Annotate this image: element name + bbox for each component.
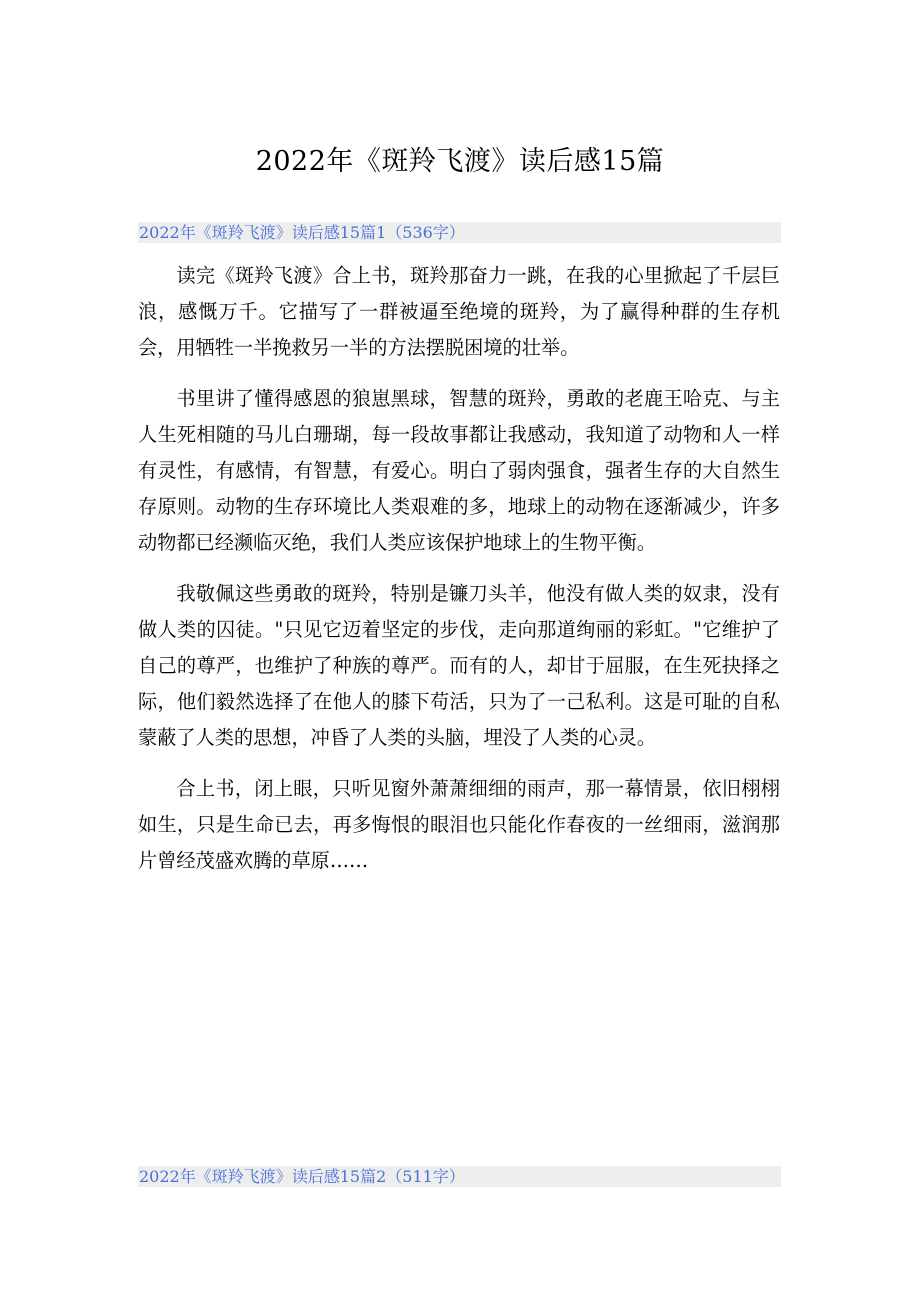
paragraph-2: 书里讲了懂得感恩的狼崽黑球，智慧的斑羚，勇敢的老鹿王哈克、与主人生死相随的马儿白珊瑚，每一段故事都让我感动，我知道了动物和人一样有灵性，有感情，有智慧，有爱心。明白了弱肉强食，强者生存的大自然生存原则。动物的生存环境比人类艰难的多，地球上的动物在逐渐减少，许多动物都已经濒临灭绝，我们人类应该保护地球上的生物平衡。 [138,387,780,554]
section-heading-2: 2022年《斑羚飞渡》读后感15篇2（511字） [138,1166,781,1187]
section-1-body [138,258,780,894]
section-heading-1: 2022年《斑羚飞渡》读后感15篇1（536字） [138,222,781,243]
paragraph-4: 合上书，闭上眼，只听见窗外萧萧细细的雨声，那一幕情景，依旧栩栩如生，只是生命已去，再多悔恨的眼泪也只能化作春夜的一丝细雨，滋润那片曾经茂盛欢腾的草原…… [138,777,780,872]
document-title: 2022年《斑羚飞渡》读后感15篇 [255,146,665,177]
paragraph-3: 我敬佩这些勇敢的斑羚，特别是镰刀头羊，他没有做人类的奴隶，没有做人类的囚徒。"只见它迈着坚定的步伐，走向那道绚丽的彩虹。"它维护了自己的尊严，也维护了种族的尊严。而有的人，却甘于屈服，在生死抉择之际，他们毅然选择了在他人的膝下苟活，只为了一己私利。这是可耻的自私蒙蔽了人类的思想，冲昏了人类的头脑，埋没了人类的心灵。 [138,582,780,749]
paragraph-1: 读完《斑羚飞渡》合上书，斑羚那奋力一跳，在我的心里掀起了千层巨浪，感慨万千。它描写了一群被逼至绝境的斑羚，为了赢得种群的生存机会，用牺牲一半挽救另一半的方法摆脱困境的壮举。 [138,264,780,359]
